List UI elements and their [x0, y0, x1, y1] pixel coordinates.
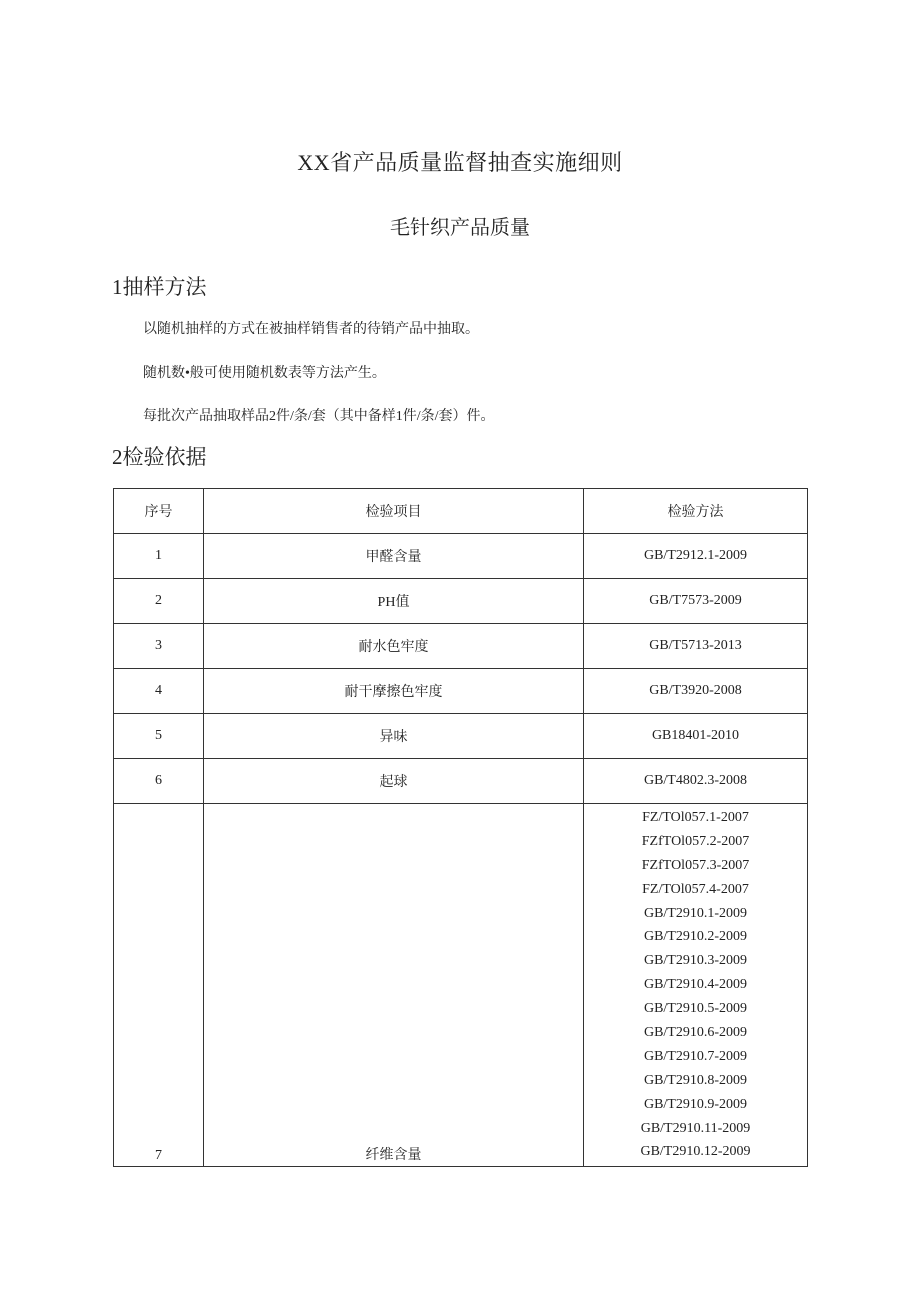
cell-item: 纤维含量	[204, 804, 584, 1167]
paragraph-sampling-2: 随机数•般可使用随机数表等方法产生。	[143, 366, 386, 381]
header-item: 检验项目	[204, 489, 584, 534]
method-line: GB/T2910.2-2009	[643, 929, 748, 945]
cell-no: 7	[114, 804, 204, 1167]
cell-item: 耐干摩擦色牢度	[204, 669, 584, 714]
cell-no: 2	[114, 579, 204, 624]
cell-method: GB/T5713-2013	[584, 624, 808, 669]
header-no: 序号	[114, 489, 204, 534]
method-line: FZfTOl057.3-2007	[641, 857, 750, 873]
document-subtitle: 毛针织产品质量	[390, 217, 530, 239]
method-line: FZfTOl057.2-2007	[641, 833, 750, 849]
table-row	[114, 624, 808, 669]
cell-no: 1	[114, 534, 204, 579]
method-line: GB/T2910.12-2009	[640, 1144, 751, 1160]
cell-no: 6	[114, 759, 204, 804]
paragraph-sampling-3: 每批次产品抽取样品2件/条/套（其中备样1件/条/套）件。	[143, 409, 495, 424]
cell-method: GB/T2912.1-2009	[584, 534, 808, 579]
table-row	[114, 579, 808, 624]
cell-method: GB/T4802.3-2008	[584, 759, 808, 804]
table-row	[114, 759, 808, 804]
method-line: GB/T2910.1-2009	[643, 905, 748, 921]
method-line: FZ/TOl057.1-2007	[642, 810, 749, 825]
cell-no: 5	[114, 714, 204, 759]
cell-method-list	[584, 804, 808, 1167]
method-line: GB/T2910.8-2009	[643, 1072, 748, 1088]
paragraph-sampling-1: 以随机抽样的方式在被抽样销售者的待销产品中抽取。	[143, 322, 479, 337]
table-row	[114, 534, 808, 579]
cell-item: 耐水色牢度	[204, 624, 584, 669]
table-row	[114, 669, 808, 714]
cell-method: GB18401-2010	[584, 714, 808, 759]
method-line: GB/T2910.9-2009	[643, 1096, 748, 1112]
cell-item: 异味	[204, 714, 584, 759]
inspection-basis-table	[113, 488, 808, 1167]
method-line: GB/T2910.5-2009	[643, 1001, 748, 1017]
method-line: GB/T2910.7-2009	[643, 1048, 748, 1064]
document-title: XX省产品质量监督抽查实施细则	[297, 150, 623, 175]
table-header-row	[114, 489, 808, 534]
cell-method: GB/T3920-2008	[584, 669, 808, 714]
method-line: GB/T2910.4-2009	[643, 977, 748, 993]
section-heading-sampling: 1抽样方法	[112, 275, 207, 299]
table-row-fiber-content	[114, 804, 808, 1167]
cell-no: 3	[114, 624, 204, 669]
cell-no: 4	[114, 669, 204, 714]
cell-item: PH值	[204, 579, 584, 624]
cell-item: 起球	[204, 759, 584, 804]
method-line: FZ/TOl057.4-2007	[642, 881, 749, 897]
section-heading-basis: 2检验依据	[112, 445, 207, 469]
header-method: 检验方法	[584, 489, 808, 534]
table-row	[114, 714, 808, 759]
method-line: GB/T2910.11-2009	[640, 1120, 751, 1136]
method-line: GB/T2910.3-2009	[643, 953, 748, 969]
cell-item: 甲醛含量	[204, 534, 584, 579]
method-line: GB/T2910.6-2009	[643, 1025, 748, 1041]
cell-method: GB/T7573-2009	[584, 579, 808, 624]
